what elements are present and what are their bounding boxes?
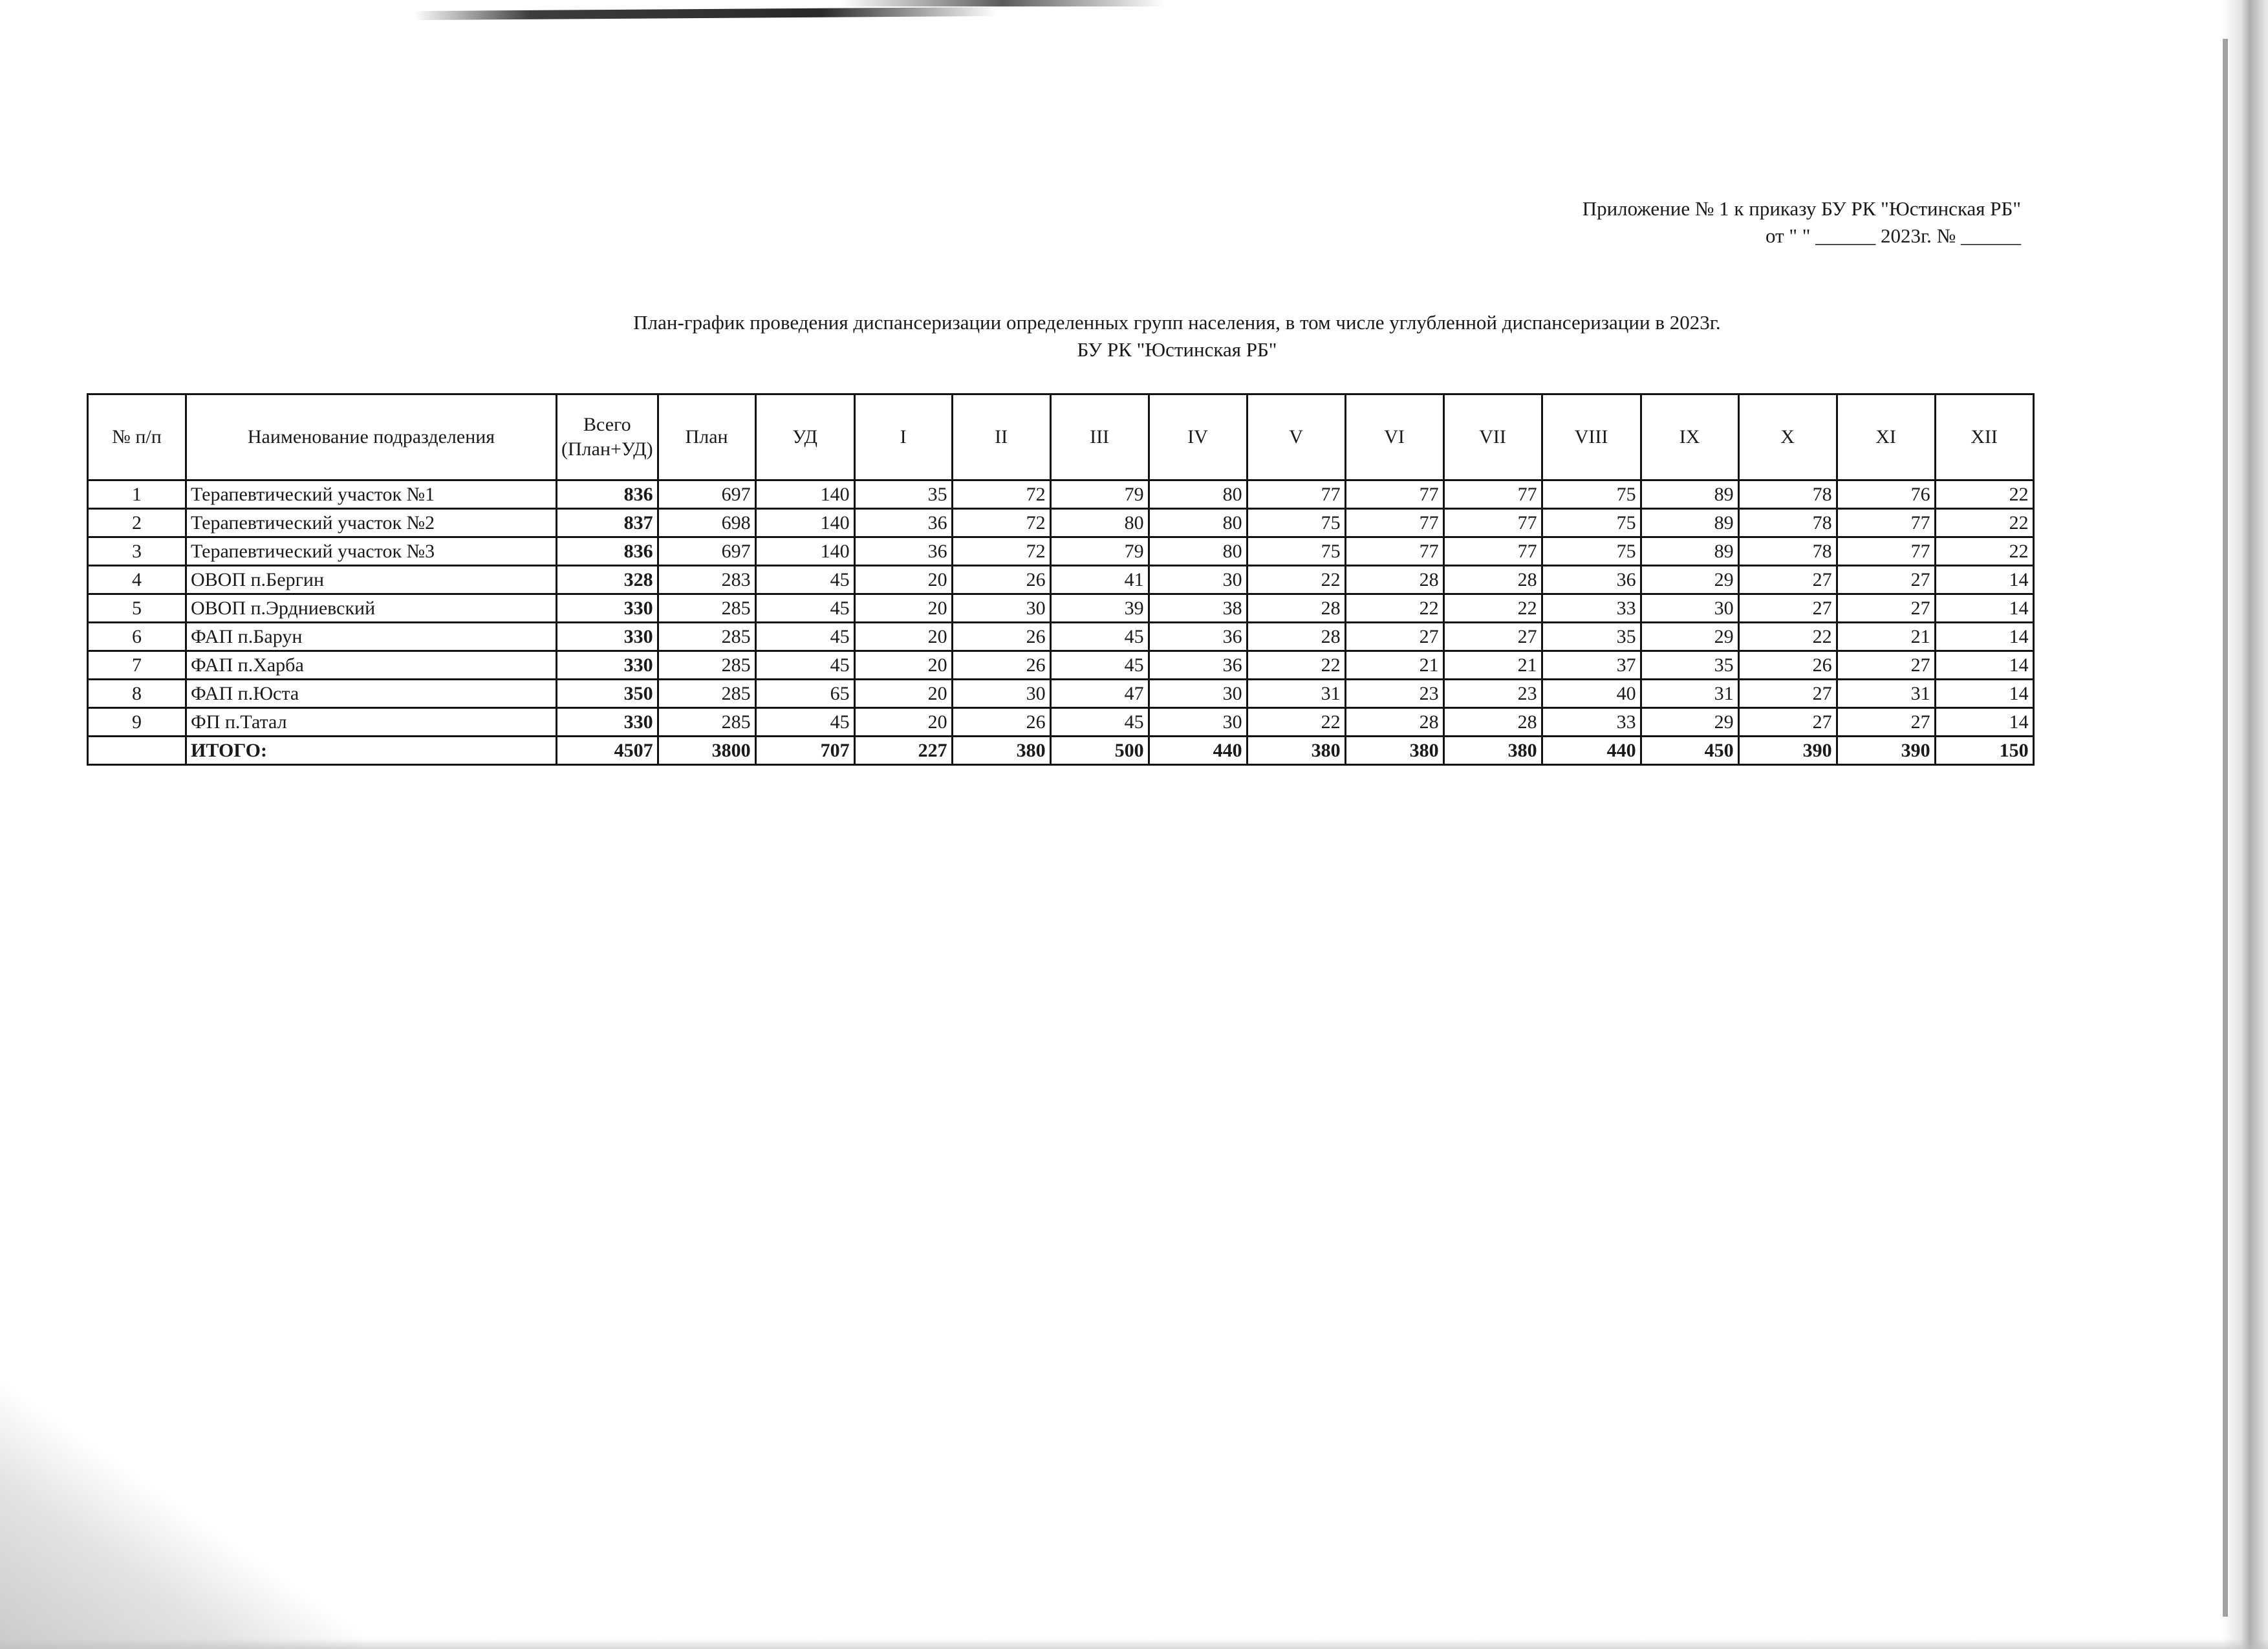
column-header: План: [658, 394, 755, 480]
document-title: [0, 309, 2268, 363]
value-cell: 75: [1542, 509, 1641, 537]
value-cell: 76: [1837, 480, 1935, 509]
value-cell: 22: [1935, 480, 2033, 509]
table-row: [88, 680, 2034, 708]
total-value-cell: 4507: [557, 737, 658, 765]
value-cell: 27: [1738, 566, 1837, 594]
value-cell: 77: [1443, 537, 1542, 566]
column-header: № п/п: [88, 394, 186, 480]
value-cell: 77: [1443, 480, 1542, 509]
value-cell: 14: [1935, 680, 2033, 708]
value-cell: 78: [1738, 509, 1837, 537]
total-value-cell: 837: [557, 509, 658, 537]
value-cell: 20: [854, 708, 952, 737]
value-cell: 707: [755, 737, 854, 765]
value-cell: 20: [854, 680, 952, 708]
value-cell: 45: [755, 623, 854, 651]
value-cell: 390: [1738, 737, 1837, 765]
value-cell: 45: [1050, 651, 1149, 680]
department-name-cell: ФАП п.Юста: [186, 680, 557, 708]
scan-corner-shadow: [0, 1339, 362, 1649]
row-number-cell: 2: [88, 509, 186, 537]
row-number-cell: 6: [88, 623, 186, 651]
value-cell: 79: [1050, 537, 1149, 566]
value-cell: 38: [1149, 594, 1247, 623]
total-value-cell: 330: [557, 623, 658, 651]
total-value-cell: 350: [557, 680, 658, 708]
value-cell: 29: [1641, 623, 1738, 651]
value-cell: 698: [658, 509, 755, 537]
column-header: Наименование подразделения: [186, 394, 557, 480]
department-name-cell: Терапевтический участок №2: [186, 509, 557, 537]
value-cell: 36: [854, 509, 952, 537]
value-cell: 22: [1247, 651, 1345, 680]
value-cell: 77: [1345, 509, 1443, 537]
value-cell: 285: [658, 623, 755, 651]
value-cell: 14: [1935, 623, 2033, 651]
value-cell: 80: [1149, 509, 1247, 537]
column-header: VI: [1345, 394, 1443, 480]
value-cell: 283: [658, 566, 755, 594]
value-cell: 21: [1837, 623, 1935, 651]
total-row: [88, 737, 2034, 765]
value-cell: 89: [1641, 509, 1738, 537]
value-cell: 77: [1247, 480, 1345, 509]
scan-streak-artifact: [841, 0, 1164, 6]
table-body: [88, 480, 2034, 765]
value-cell: 14: [1935, 651, 2033, 680]
value-cell: 500: [1050, 737, 1149, 765]
value-cell: 30: [952, 594, 1050, 623]
value-cell: 150: [1935, 737, 2033, 765]
table-row: [88, 480, 2034, 509]
value-cell: 27: [1738, 594, 1837, 623]
value-cell: 45: [1050, 708, 1149, 737]
value-cell: 440: [1149, 737, 1247, 765]
column-header: X: [1738, 394, 1837, 480]
total-value-cell: 836: [557, 480, 658, 509]
value-cell: 380: [1443, 737, 1542, 765]
value-cell: 380: [952, 737, 1050, 765]
value-cell: 140: [755, 509, 854, 537]
scan-edge-shadow: [2223, 0, 2268, 1649]
value-cell: 33: [1542, 708, 1641, 737]
appendix-header: [1582, 195, 2021, 250]
department-name-cell: ОВОП п.Эрдниевский: [186, 594, 557, 623]
value-cell: 22: [1935, 537, 2033, 566]
column-header: V: [1247, 394, 1345, 480]
value-cell: 227: [854, 737, 952, 765]
value-cell: 140: [755, 537, 854, 566]
value-cell: 35: [1542, 623, 1641, 651]
value-cell: 77: [1837, 509, 1935, 537]
scan-edge-line: [2223, 39, 2228, 1617]
column-header: УД: [755, 394, 854, 480]
table-header-row: [88, 394, 2034, 480]
value-cell: 80: [1149, 537, 1247, 566]
column-header: I: [854, 394, 952, 480]
column-header: Всего (План+УД): [557, 394, 658, 480]
value-cell: 39: [1050, 594, 1149, 623]
value-cell: 78: [1738, 537, 1837, 566]
table-row: [88, 708, 2034, 737]
table-row: [88, 509, 2034, 537]
value-cell: 78: [1738, 480, 1837, 509]
row-number-cell: 3: [88, 537, 186, 566]
value-cell: 35: [1641, 651, 1738, 680]
value-cell: 22: [1247, 566, 1345, 594]
value-cell: 29: [1641, 708, 1738, 737]
value-cell: 697: [658, 480, 755, 509]
value-cell: 23: [1443, 680, 1542, 708]
value-cell: 45: [755, 651, 854, 680]
value-cell: 27: [1443, 623, 1542, 651]
table-row: [88, 651, 2034, 680]
value-cell: 41: [1050, 566, 1149, 594]
value-cell: 30: [952, 680, 1050, 708]
department-name-cell: Терапевтический участок №3: [186, 537, 557, 566]
row-number-cell: 5: [88, 594, 186, 623]
value-cell: 36: [1542, 566, 1641, 594]
column-header: IX: [1641, 394, 1738, 480]
value-cell: 26: [952, 623, 1050, 651]
value-cell: 285: [658, 708, 755, 737]
value-cell: 285: [658, 680, 755, 708]
value-cell: 30: [1641, 594, 1738, 623]
department-name-cell: ИТОГО:: [186, 737, 557, 765]
value-cell: 14: [1935, 594, 2033, 623]
value-cell: 20: [854, 594, 952, 623]
column-header: VII: [1443, 394, 1542, 480]
appendix-line: Приложение № 1 к приказу БУ РК "Юстинская РБ": [1582, 197, 2021, 220]
value-cell: 22: [1345, 594, 1443, 623]
department-name-cell: ФАП п.Харба: [186, 651, 557, 680]
value-cell: 140: [755, 480, 854, 509]
total-value-cell: 330: [557, 651, 658, 680]
value-cell: 28: [1345, 708, 1443, 737]
schedule-table: [87, 393, 2035, 766]
scan-bottom-shadow: [0, 1639, 2268, 1649]
value-cell: 22: [1247, 708, 1345, 737]
value-cell: 22: [1935, 509, 2033, 537]
organization-line: БУ РК "Юстинская РБ": [1077, 338, 1277, 361]
row-number-cell: [88, 737, 186, 765]
value-cell: 27: [1837, 708, 1935, 737]
value-cell: 14: [1935, 708, 2033, 737]
value-cell: 37: [1542, 651, 1641, 680]
value-cell: 450: [1641, 737, 1738, 765]
department-name-cell: ФАП п.Барун: [186, 623, 557, 651]
column-header: VIII: [1542, 394, 1641, 480]
value-cell: 40: [1542, 680, 1641, 708]
department-name-cell: Терапевтический участок №1: [186, 480, 557, 509]
value-cell: 26: [952, 708, 1050, 737]
value-cell: 380: [1247, 737, 1345, 765]
value-cell: 31: [1247, 680, 1345, 708]
value-cell: 27: [1738, 680, 1837, 708]
row-number-cell: 4: [88, 566, 186, 594]
value-cell: 31: [1837, 680, 1935, 708]
value-cell: 45: [755, 566, 854, 594]
value-cell: 45: [755, 708, 854, 737]
value-cell: 77: [1837, 537, 1935, 566]
column-header: II: [952, 394, 1050, 480]
value-cell: 27: [1837, 566, 1935, 594]
value-cell: 89: [1641, 537, 1738, 566]
value-cell: 26: [1738, 651, 1837, 680]
row-number-cell: 1: [88, 480, 186, 509]
value-cell: 28: [1345, 566, 1443, 594]
scan-streak-artifact: [414, 7, 996, 20]
value-cell: 35: [854, 480, 952, 509]
value-cell: 23: [1345, 680, 1443, 708]
value-cell: 21: [1345, 651, 1443, 680]
title-line: План-график проведения диспансеризации определенных групп населения, в том числе углубленной диспансеризации в 2023г.: [633, 311, 1721, 334]
value-cell: 21: [1443, 651, 1542, 680]
value-cell: 80: [1050, 509, 1149, 537]
table-row: [88, 566, 2034, 594]
row-number-cell: 9: [88, 708, 186, 737]
value-cell: 75: [1542, 480, 1641, 509]
value-cell: 697: [658, 537, 755, 566]
row-number-cell: 7: [88, 651, 186, 680]
total-value-cell: 328: [557, 566, 658, 594]
column-header: XII: [1935, 394, 2033, 480]
value-cell: 80: [1149, 480, 1247, 509]
total-value-cell: 836: [557, 537, 658, 566]
value-cell: 30: [1149, 680, 1247, 708]
value-cell: 27: [1738, 708, 1837, 737]
value-cell: 77: [1443, 509, 1542, 537]
value-cell: 89: [1641, 480, 1738, 509]
value-cell: 28: [1247, 623, 1345, 651]
value-cell: 75: [1542, 537, 1641, 566]
row-number-cell: 8: [88, 680, 186, 708]
value-cell: 33: [1542, 594, 1641, 623]
column-header: III: [1050, 394, 1149, 480]
value-cell: 3800: [658, 737, 755, 765]
value-cell: 29: [1641, 566, 1738, 594]
value-cell: 380: [1345, 737, 1443, 765]
value-cell: 28: [1443, 566, 1542, 594]
department-name-cell: ОВОП п.Бергин: [186, 566, 557, 594]
value-cell: 75: [1247, 537, 1345, 566]
value-cell: 77: [1345, 480, 1443, 509]
value-cell: 20: [854, 566, 952, 594]
value-cell: 79: [1050, 480, 1149, 509]
value-cell: 27: [1837, 651, 1935, 680]
value-cell: 20: [854, 651, 952, 680]
column-header: XI: [1837, 394, 1935, 480]
table-row: [88, 623, 2034, 651]
value-cell: 390: [1837, 737, 1935, 765]
value-cell: 72: [952, 509, 1050, 537]
value-cell: 26: [952, 566, 1050, 594]
value-cell: 77: [1345, 537, 1443, 566]
value-cell: 26: [952, 651, 1050, 680]
department-name-cell: ФП п.Татал: [186, 708, 557, 737]
value-cell: 20: [854, 623, 952, 651]
total-value-cell: 330: [557, 594, 658, 623]
value-cell: 285: [658, 651, 755, 680]
value-cell: 30: [1149, 566, 1247, 594]
value-cell: 65: [755, 680, 854, 708]
value-cell: 72: [952, 480, 1050, 509]
value-cell: 22: [1443, 594, 1542, 623]
value-cell: 30: [1149, 708, 1247, 737]
value-cell: 31: [1641, 680, 1738, 708]
value-cell: 36: [854, 537, 952, 566]
value-cell: 28: [1247, 594, 1345, 623]
value-cell: 27: [1837, 594, 1935, 623]
table-row: [88, 537, 2034, 566]
order-date-line: от " " ______ 2023г. № ______: [1766, 224, 2021, 247]
value-cell: 440: [1542, 737, 1641, 765]
value-cell: 72: [952, 537, 1050, 566]
value-cell: 45: [1050, 623, 1149, 651]
value-cell: 285: [658, 594, 755, 623]
column-header: IV: [1149, 394, 1247, 480]
value-cell: 47: [1050, 680, 1149, 708]
value-cell: 22: [1738, 623, 1837, 651]
value-cell: 14: [1935, 566, 2033, 594]
value-cell: 36: [1149, 623, 1247, 651]
total-value-cell: 330: [557, 708, 658, 737]
value-cell: 28: [1443, 708, 1542, 737]
value-cell: 36: [1149, 651, 1247, 680]
value-cell: 45: [755, 594, 854, 623]
value-cell: 27: [1345, 623, 1443, 651]
table-row: [88, 594, 2034, 623]
value-cell: 75: [1247, 509, 1345, 537]
